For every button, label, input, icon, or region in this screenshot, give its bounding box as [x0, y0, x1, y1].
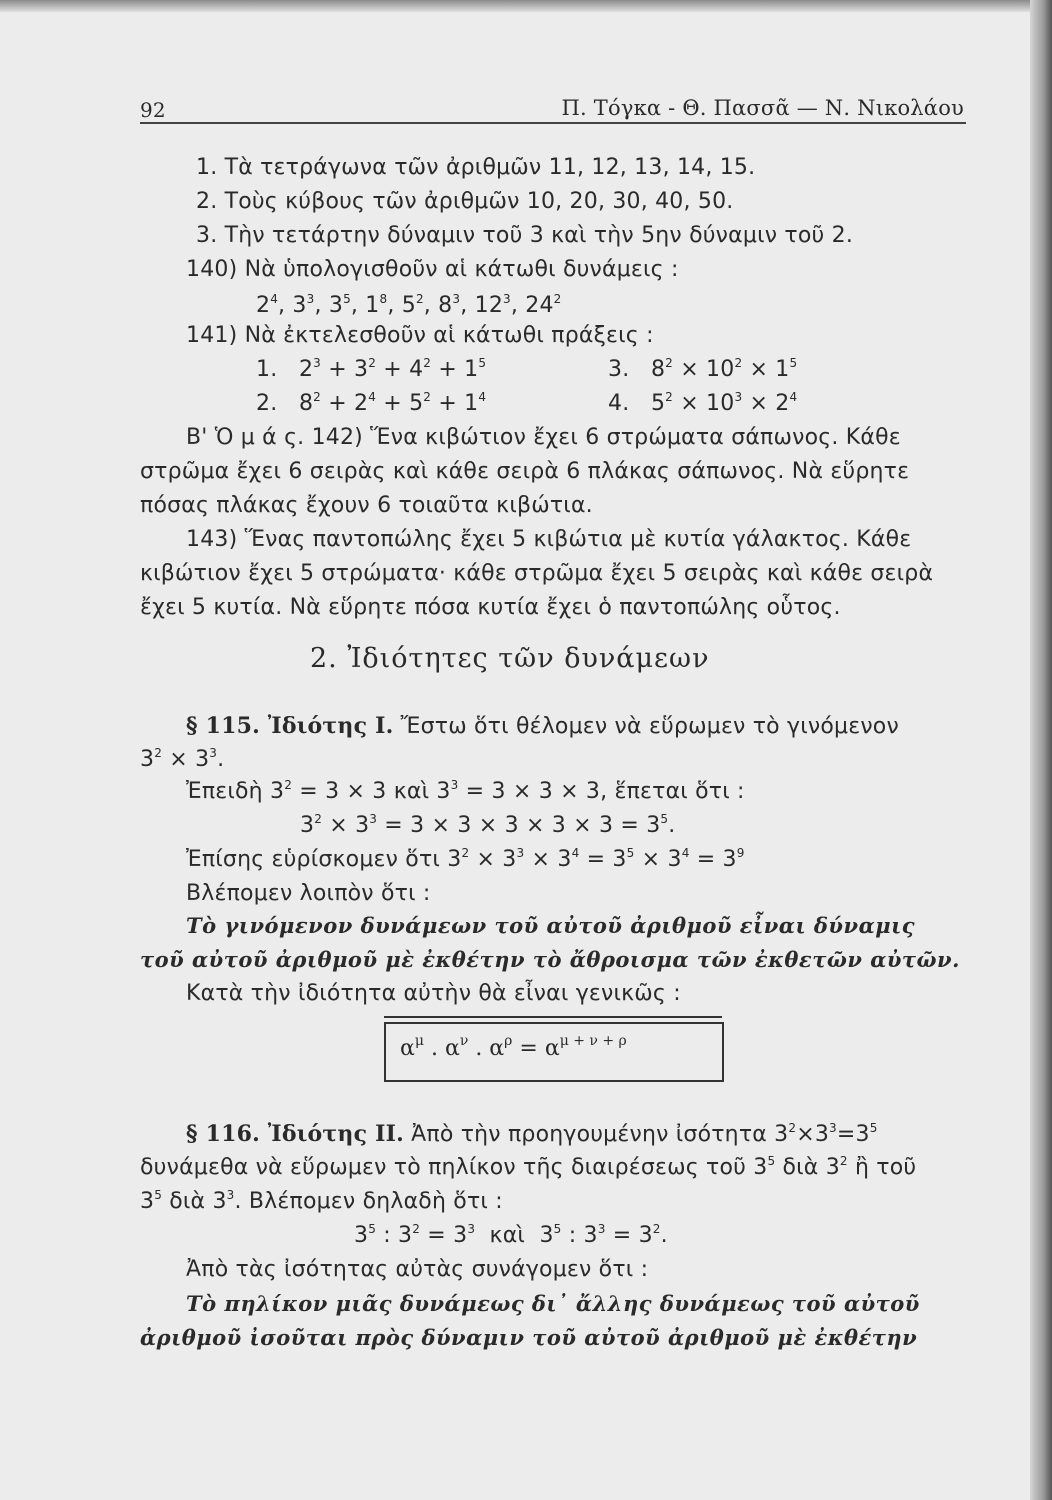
exercise-line-2: 2. Τοὺς κύβους τῶν ἀριθμῶν 10, 20, 30, 40, 50. — [196, 189, 734, 214]
rule-116-line-2: ἀριθμοῦ ἰσοῦται πρὸς δύναμιν τοῦ αὐτοῦ ἀριθμοῦ μὲ ἐκθέτην — [140, 1325, 918, 1350]
question-143-line-2: κιβώτιον ἔχει 5 στρώματα· κάθε στρῶμα ἔχει 5 σειρὰς καὶ κάθε σειρὰ — [140, 561, 934, 586]
page-number: 92 — [140, 98, 166, 122]
paragraph-116-equation: $3^5$ : $3^2 = 3^3$ καὶ $3^5$ : $3^3 = 3^2$. — [354, 1222, 668, 1248]
operation-4: 4. $5^2 \times 10^3 \times 2^4$ — [608, 390, 798, 416]
paragraph-116-label: § 116. Ἰδιότης II. — [186, 1121, 404, 1147]
question-140: 140) Νὰ ὑπολογισθοῦν αἱ κάτωθι δυνάμεις : — [186, 257, 679, 282]
operation-1: 1. $2^3 + 3^2 + 4^2 + 1^5$ — [256, 356, 487, 382]
paragraph-115-since: Ἐπειδὴ $3^2 = 3 \times 3$ καὶ $3^3 = 3 \times 3 \times 3$, ἕπεται ὅτι : — [186, 778, 745, 804]
paragraph-116-line-1: § 116. Ἰδιότης II. Ἀπὸ τὴν προηγουμένην ἰσότητα $3^2\times 3^3=3^5$ — [186, 1121, 878, 1147]
exercise-line-1: 1. Τὰ τετράγωνα τῶν ἀριθμῶν 11, 12, 13, 14, 15. — [196, 155, 756, 180]
question-142-line-3: πόσας πλάκας ἔχουν 6 τοιαῦτα κιβώτια. — [140, 493, 593, 518]
section-heading: 2. Ἰδιότητες τῶν δυνάμεων — [310, 643, 710, 674]
paragraph-115-label: § 115. Ἰδιότης I. — [186, 713, 394, 739]
question-143-line-1: 143) Ἕνας παντοπώλης ἔχει 5 κιβώτια μὲ κυτία γάλακτος. Κάθε — [186, 527, 912, 552]
operation-3: 3. $8^2 \times 10^2 \times 1^5$ — [608, 356, 798, 382]
paragraph-115-product: $3^2 \times 3^3$. — [140, 746, 225, 772]
running-header-authors: Π. Τόγκα - Θ. Πασσᾶ — Ν. Νικολάου — [561, 96, 964, 120]
powers-list: $2^4$, $3^3$, $3^5$, $1^8$, $5^2$, $8^3$, $12^3$, $24^2$ — [256, 292, 562, 318]
paragraph-115-line-1: § 115. Ἰδιότης I. Ἔστω ὅτι θέλομεν νὰ εὕρωμεν τὸ γινόμενον — [186, 713, 899, 739]
paragraph-116-conclude: Ἀπὸ τὰς ἰσότητας αὐτὰς συνάγομεν ὅτι : — [186, 1257, 649, 1282]
operation-2: 2. $8^2 + 2^4 + 5^2 + 1^4$ — [256, 390, 487, 416]
header-rule — [140, 122, 966, 124]
rule-116-line-1: Τὸ πηλίκον μιᾶς δυνάμεως δι᾽ ἄλλης δυνάμεως τοῦ αὐτοῦ — [186, 1291, 920, 1316]
question-142-line-1: Β' Ὁ μ ά ς. 142) Ἕνα κιβώτιον ἔχει 6 στρώματα σάπωνος. Κάθε — [186, 425, 901, 450]
formula-box-top-rule — [384, 1016, 722, 1018]
question-142-line-2: στρῶμα ἔχει 6 σειρὰς καὶ κάθε σειρὰ 6 πλάκας σάπωνος. Νὰ εὕρητε — [140, 459, 910, 484]
paragraph-116-line-2: δυνάμεθα νὰ εὕρωμεν τὸ πηλίκον τῆς διαιρέσεως τοῦ $3^5$ διὰ $3^2$ ἢ τοῦ — [140, 1154, 917, 1180]
rule-115-line-1: Τὸ γινόμενον δυνάμεων τοῦ αὐτοῦ ἀριθμοῦ εἶναι δύναμις — [186, 913, 916, 938]
paragraph-115-equation: $3^2 \times 3^3 = 3 \times 3 \times 3 \times 3 \times 3 = 3^5$. — [300, 812, 676, 838]
general-power-formula: $\alpha^\mu$ . $\alpha^\nu$ . $\alpha^\rho = \alpha^{\mu + \nu + \rho}$ — [400, 1033, 627, 1061]
exercise-line-3: 3. Τὴν τετάρτην δύναμιν τοῦ 3 καὶ τὴν 5ην δύναμιν τοῦ 2. — [196, 223, 854, 248]
question-143-line-3: ἔχει 5 κυτία. Νὰ εὕρητε πόσα κυτία ἔχει ὁ παντοπώλης οὗτος. — [140, 595, 841, 620]
group-b-label: Β' Ὁ μ ά ς. — [186, 425, 305, 450]
paragraph-115-general: Κατὰ τὴν ἰδιότητα αὐτὴν θὰ εἶναι γενικῶς : — [186, 981, 681, 1006]
paragraph-116-line-3: $3^5$ διὰ $3^3$. Βλέπομεν δηλαδὴ ὅτι : — [140, 1188, 503, 1214]
rule-115-line-2: τοῦ αὐτοῦ ἀριθμοῦ μὲ ἐκθέτην τὸ ἄθροισμα τῶν ἐκθετῶν αὐτῶν. — [140, 947, 960, 972]
paragraph-115-also: Ἐπίσης εὑρίσκομεν ὅτι $3^2 \times 3^3 \times 3^4 = 3^5 \times 3^4 = 3^9$ — [186, 846, 745, 872]
question-141: 141) Νὰ ἐκτελεσθοῦν αἱ κάτωθι πράξεις : — [186, 323, 654, 348]
paragraph-115-see: Βλέπομεν λοιπὸν ὅτι : — [186, 881, 431, 906]
